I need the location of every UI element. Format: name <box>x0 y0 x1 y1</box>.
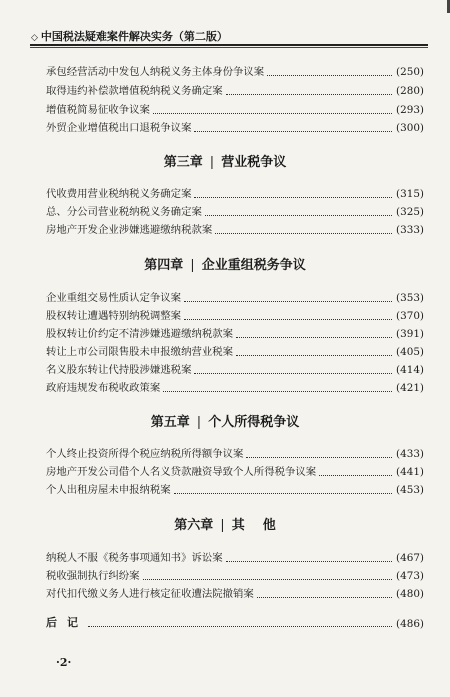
toc-entry[interactable] <box>46 323 424 341</box>
chapter-divider: | <box>196 415 202 430</box>
dot-leader <box>215 232 392 234</box>
chapter-number: 第五章 <box>150 415 190 430</box>
toc-entry[interactable] <box>46 461 424 479</box>
entry-page: (325) <box>396 206 424 218</box>
toc-entry[interactable] <box>46 305 424 323</box>
entry-title: 房地产开发公司借个人名义贷款融资导致个人所得税争议案 <box>46 466 317 478</box>
entry-title: 对代扣代缴义务人进行核定征收遭法院撤销案 <box>46 588 254 600</box>
entry-page: (480) <box>396 588 424 600</box>
dot-leader <box>88 625 392 627</box>
chapter-name-part1: 其 <box>231 518 245 533</box>
entry-title: 政府违规发布税收政策案 <box>46 382 161 394</box>
entry-page: (473) <box>396 570 424 582</box>
chapter-divider: | <box>190 258 195 273</box>
entry-title: 股权转让价约定不清涉嫌逃避缴纳税款案 <box>46 328 234 340</box>
dot-leader <box>267 74 392 76</box>
chapter-number: 第六章 <box>174 518 214 533</box>
dot-leader <box>163 390 392 392</box>
entry-title: 企业重组交易性质认定争议案 <box>46 292 182 304</box>
entry-page: (433) <box>396 448 424 460</box>
dot-leader <box>194 372 392 374</box>
toc-entry[interactable] <box>46 359 424 377</box>
toc-entry[interactable] <box>46 547 424 565</box>
entry-page: (391) <box>396 328 424 340</box>
toc-entry[interactable] <box>46 183 424 201</box>
entry-title: 增值税简易征收争议案 <box>46 104 150 116</box>
running-head <box>31 28 228 44</box>
toc-entry[interactable] <box>46 565 424 583</box>
toc-entry[interactable] <box>46 479 424 497</box>
dot-leader <box>184 318 392 320</box>
entry-title: 个人终止投资所得个税应纳税所得额争议案 <box>46 448 244 460</box>
entry-title: 总、分公司营业税纳税义务确定案 <box>46 206 202 218</box>
dot-leader <box>257 596 392 598</box>
entry-page: (421) <box>396 382 424 394</box>
entry-page: (300) <box>396 122 424 134</box>
toc-entry-afterword[interactable] <box>46 612 424 630</box>
entry-page: (293) <box>396 104 424 116</box>
dot-leader <box>236 336 392 338</box>
entry-title: 代收费用营业税纳税义务确定案 <box>46 188 192 200</box>
chapter-heading-4 <box>0 254 450 273</box>
chapter-heading-3 <box>0 151 450 170</box>
entry-title: 转让上市公司限售股未申报缴纳营业税案 <box>46 346 234 358</box>
dot-leader <box>205 214 392 216</box>
entry-page: (467) <box>396 552 424 564</box>
dot-leader <box>246 456 392 458</box>
entry-page: (333) <box>396 224 424 236</box>
entry-title: 税收强制执行纠纷案 <box>46 570 140 582</box>
entry-page: (486) <box>396 618 424 630</box>
toc-entry[interactable] <box>46 377 424 395</box>
chapter-heading-6 <box>0 514 450 533</box>
dot-leader <box>143 578 393 580</box>
toc-entry[interactable] <box>46 287 424 305</box>
header-rule <box>30 44 428 46</box>
book-title: 中国税法疑难案件解决实务（第二版） <box>40 30 228 43</box>
entry-title: 个人出租房屋未申报纳税案 <box>46 484 171 496</box>
dot-leader <box>194 130 392 132</box>
toc-entry[interactable] <box>46 117 424 135</box>
entry-title: 纳税人不服《税务事项通知书》诉讼案 <box>46 552 223 564</box>
entry-title: 取得违约补偿款增值税纳税义务确定案 <box>46 85 223 97</box>
entry-page: (453) <box>396 484 424 496</box>
entry-title: 承包经营活动中发包人纳税义务主体身份争议案 <box>46 66 265 78</box>
diamond-icon: ◇ <box>31 33 38 43</box>
entry-title: 后记 <box>46 616 88 629</box>
dot-leader <box>226 93 392 95</box>
dot-leader <box>184 300 392 302</box>
chapter-name: 营业税争议 <box>221 155 287 170</box>
entry-title: 股权转让遭遇特别纳税调整案 <box>46 310 182 322</box>
dot-leader <box>194 196 392 198</box>
chapter-name-part2: 他 <box>262 518 276 533</box>
chapter-number: 第四章 <box>144 258 184 273</box>
entry-title: 外贸企业增值税出口退税争议案 <box>46 122 192 134</box>
toc-entry[interactable] <box>46 201 424 219</box>
toc-entry[interactable] <box>46 443 424 461</box>
entry-page: (441) <box>396 466 424 478</box>
entry-title: 名义股东转让代持股涉嫌逃税案 <box>46 364 192 376</box>
toc-entry[interactable] <box>46 99 424 117</box>
entry-title: 房地产开发企业涉嫌逃避缴纳税款案 <box>46 224 213 236</box>
toc-entry[interactable] <box>46 583 424 601</box>
toc-entry[interactable] <box>46 61 424 79</box>
dot-leader <box>226 560 392 562</box>
page-number: ·2· <box>56 656 72 669</box>
chapter-divider: | <box>220 518 225 533</box>
entry-page: (405) <box>396 346 424 358</box>
chapter-divider: | <box>209 155 215 170</box>
entry-page: (414) <box>396 364 424 376</box>
chapter-name: 企业重组税务争议 <box>201 258 306 273</box>
entry-page: (370) <box>396 310 424 322</box>
dot-leader <box>174 492 392 494</box>
header-rule-thin <box>30 47 428 48</box>
chapter-heading-5 <box>0 411 450 430</box>
dot-leader <box>319 474 392 476</box>
entry-page: (250) <box>396 66 424 78</box>
entry-page: (280) <box>396 85 424 97</box>
entry-page: (315) <box>396 188 424 200</box>
chapter-number: 第三章 <box>163 155 203 170</box>
dot-leader <box>236 354 392 356</box>
chapter-name: 个人所得税争议 <box>208 415 300 430</box>
toc-entry[interactable] <box>46 219 424 237</box>
entry-page: (353) <box>396 292 424 304</box>
dot-leader <box>153 112 392 114</box>
toc-entry[interactable] <box>46 341 424 359</box>
toc-entry[interactable] <box>46 80 424 98</box>
